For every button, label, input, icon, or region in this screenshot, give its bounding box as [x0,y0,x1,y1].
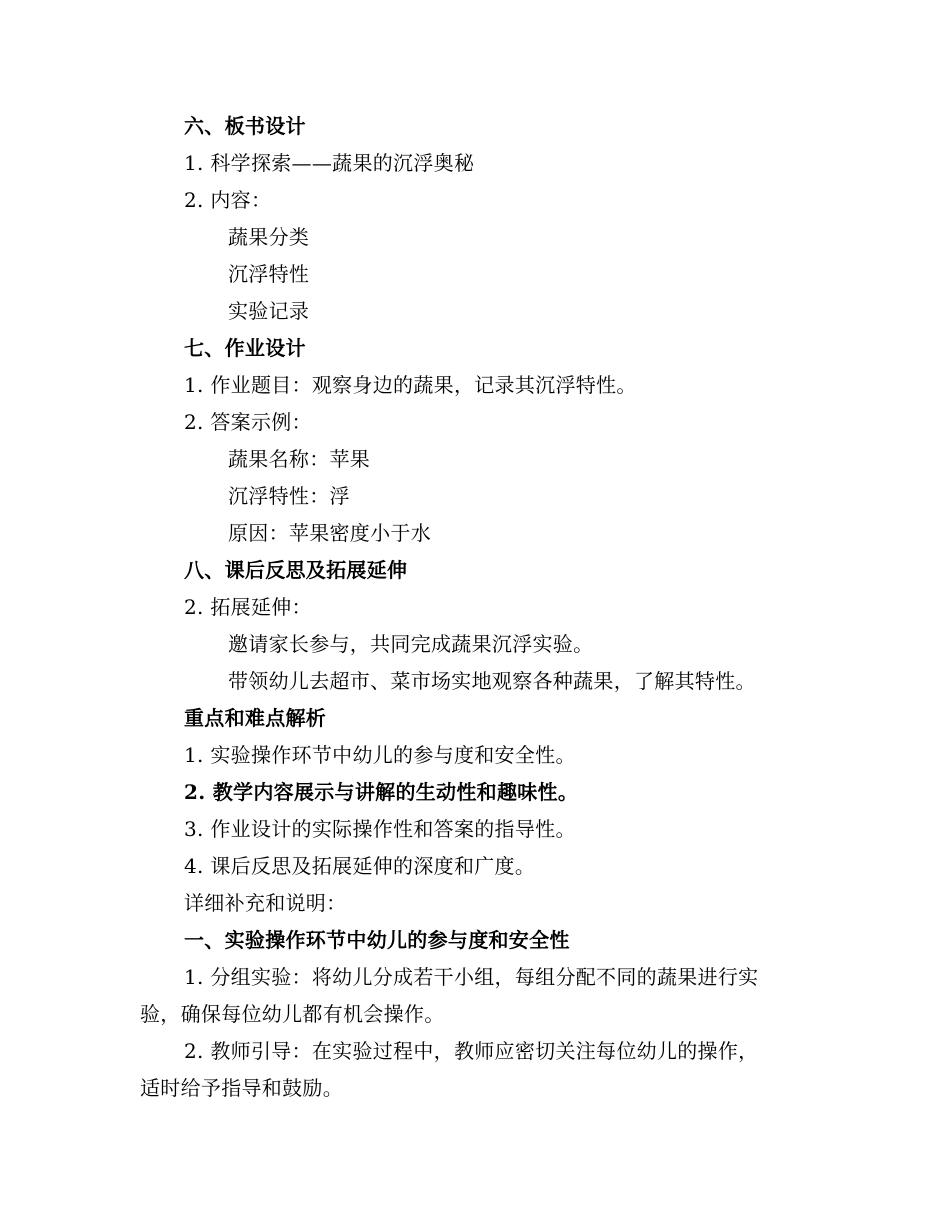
paragraph-line: 1. 分组实验：将幼儿分成若干小组，每组分配不同的蔬果进行实 [184,965,759,989]
list-subitem: 沉浮特性 [228,262,310,286]
list-subitem: 蔬果名称：苹果 [228,447,371,471]
list-subitem: 邀请家长参与，共同完成蔬果沉浮实验。 [228,632,594,656]
list-item: 1. 作业题目：观察身边的蔬果，记录其沉浮特性。 [184,373,637,397]
list-item: 2. 内容： [184,188,272,212]
list-item: 3. 作业设计的实际操作性和答案的指导性。 [184,817,576,841]
list-subitem: 原因：苹果密度小于水 [228,521,431,545]
list-subitem: 沉浮特性：浮 [228,484,350,508]
list-item: 2. 教学内容展示与讲解的生动性和趣味性。 [184,780,579,804]
list-item: 2. 拓展延伸： [184,595,312,619]
paragraph-line: 验，确保每位幼儿都有机会操作。 [140,1002,445,1026]
section-heading-homework-design: 七、作业设计 [184,336,306,360]
list-item: 1. 科学探索——蔬果的沉浮奥秘 [184,151,475,175]
paragraph-line: 适时给予指导和鼓励。 [140,1076,343,1100]
list-subitem: 带领幼儿去超市、菜市场实地观察各种蔬果，了解其特性。 [228,669,756,693]
paragraph-line: 2. 教师引导：在实验过程中，教师应密切关注每位幼儿的操作， [184,1039,759,1063]
list-item: 1. 实验操作环节中幼儿的参与度和安全性。 [184,743,576,767]
paragraph-label: 详细补充和说明： [184,891,347,915]
list-item: 4. 课后反思及拓展延伸的深度和广度。 [184,854,536,878]
section-heading-reflection-extension: 八、课后反思及拓展延伸 [184,558,408,582]
section-heading-board-design: 六、板书设计 [184,114,306,138]
list-subitem: 实验记录 [228,299,310,323]
section-heading-participation-safety: 一、实验操作环节中幼儿的参与度和安全性 [184,928,570,952]
section-heading-key-points: 重点和难点解析 [184,706,327,730]
list-subitem: 蔬果分类 [228,225,310,249]
list-item: 2. 答案示例： [184,410,312,434]
